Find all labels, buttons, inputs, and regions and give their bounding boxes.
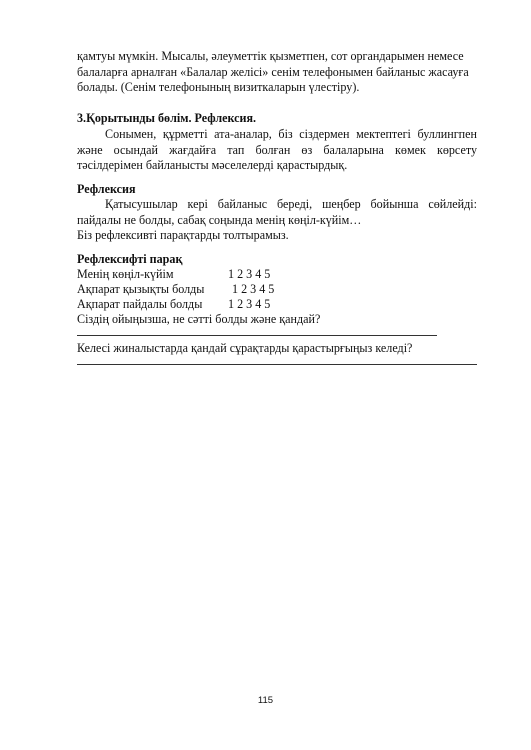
sheet-row-label: Менің көңіл-күйім [77, 267, 174, 281]
sheet-row [77, 267, 271, 283]
intro-line: балаларға арналған «Балалар желісі» сенім телефонымен байланыс жасауға [77, 64, 469, 79]
sheet-question: Келесі жиналыстарда қандай сұрақтарды қарастырғыңыз келеді? [77, 341, 413, 355]
reflection-line: Біз рефлексивті парақтарды толтырамыз. [77, 228, 289, 242]
sheet-row-label: Ақпарат пайдалы болды [77, 297, 203, 311]
reflection-sheet-heading: Рефлексифті парақ [77, 252, 183, 266]
intro-paragraph [77, 49, 477, 96]
rating-scale: 1 2 3 4 5 [232, 282, 275, 296]
answer-line [77, 335, 437, 336]
rating-scale: 1 2 3 4 5 [228, 267, 271, 281]
intro-line: қамтуы мүмкін. Мысалы, әлеуметтік қызметпен, сот органдарымен немесе [77, 49, 464, 63]
section-3-paragraph: Сонымен, құрметті ата-аналар, біз сіздермен мектептегі буллингпен және осындай жағдайға тап болған өз балаларына көмек көрсету тәсілдерімен байланысты мәселелерді қарастырдық. [77, 127, 477, 173]
reflection-heading: Рефлексия [77, 182, 136, 196]
sheet-row-label: Ақпарат қызықты болды [77, 282, 205, 296]
reflection-paragraph: Қатысушылар кері байланыс береді, шеңбер бойынша сөйлейді: пайдалы не болды, сабақ соңында менің көңіл-күйім… [77, 197, 477, 227]
intro-line: болады. (Сенім телефонының визиткаларын үлестіру). [77, 80, 360, 95]
sheet-row [77, 282, 275, 298]
section-3-heading: 3.Қорытынды бөлім. Рефлексия. [77, 111, 257, 125]
sheet-question: Сіздің ойыңызша, не сәтті болды және қандай? [77, 312, 321, 326]
rating-scale: 1 2 3 4 5 [228, 297, 271, 311]
page-number: 115 [257, 695, 274, 706]
answer-line [77, 364, 477, 365]
sheet-row [77, 297, 271, 313]
